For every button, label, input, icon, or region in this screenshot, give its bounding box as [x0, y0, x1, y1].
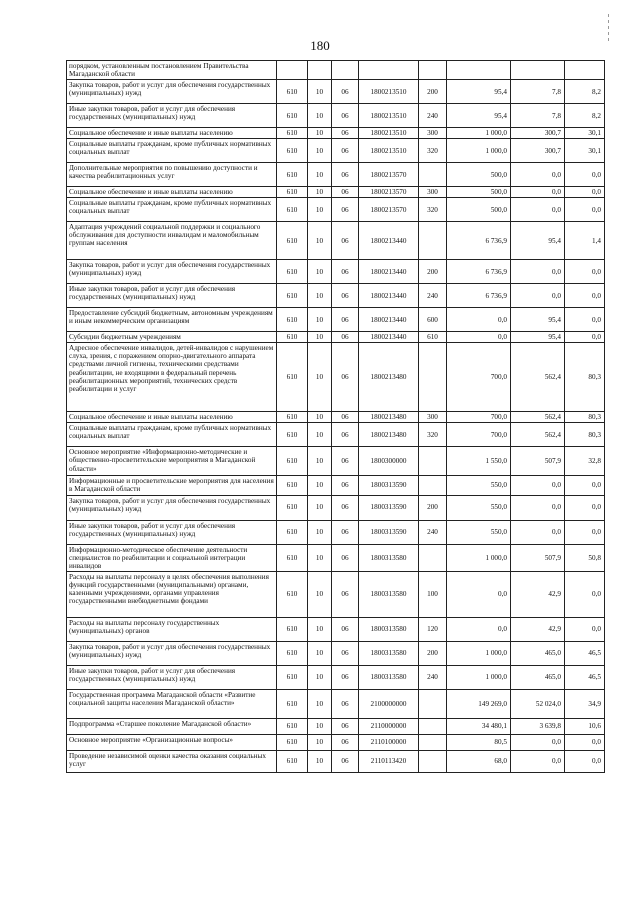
percent-cell: 0,0	[565, 750, 605, 772]
row-name-cell: Социальные выплаты гражданам, кроме публичных нормативных социальных выплат	[67, 198, 277, 222]
subsection-cell: 06	[332, 139, 359, 163]
expense-type-cell: 600	[419, 308, 447, 332]
percent-cell: 32,8	[565, 447, 605, 476]
row-name-cell: Закупка товаров, работ и услуг для обеспечения государственных (муниципальных) нужд	[67, 641, 277, 665]
expense-type-cell	[419, 447, 447, 476]
actual-amount-cell: 0,0	[511, 163, 565, 187]
target-article-cell: 1800313590	[359, 520, 419, 544]
admin-code-cell: 610	[277, 308, 308, 332]
plan-amount-cell: 149 269,0	[447, 689, 511, 718]
actual-amount-cell: 0,0	[511, 284, 565, 308]
target-article-cell: 1800213510	[359, 104, 419, 128]
section-cell: 10	[308, 187, 332, 198]
actual-amount-cell: 52 024,0	[511, 689, 565, 718]
row-name-cell: Субсидии бюджетным учреждениям	[67, 332, 277, 343]
table-row	[67, 718, 605, 734]
actual-amount-cell: 300,7	[511, 128, 565, 139]
plan-amount-cell: 1 000,0	[447, 665, 511, 689]
expense-type-cell: 200	[419, 80, 447, 104]
subsection-cell: 06	[332, 617, 359, 641]
table-row	[67, 689, 605, 718]
target-article-cell: 1800213480	[359, 423, 419, 447]
actual-amount-cell: 0,0	[511, 476, 565, 495]
table-row	[67, 163, 605, 187]
section-cell: 10	[308, 139, 332, 163]
target-article-cell: 1800313590	[359, 476, 419, 495]
row-name-cell: Дополнительные мероприятия по повышению доступности и качества реабилитационных услуг	[67, 163, 277, 187]
subsection-cell: 06	[332, 104, 359, 128]
plan-amount-cell: 1 000,0	[447, 544, 511, 571]
expense-type-cell	[419, 734, 447, 750]
table-row	[67, 260, 605, 284]
admin-code-cell: 610	[277, 222, 308, 260]
expense-type-cell	[419, 343, 447, 412]
plan-amount-cell: 1 000,0	[447, 139, 511, 163]
target-article-cell	[359, 61, 419, 80]
admin-code-cell: 610	[277, 617, 308, 641]
percent-cell: 0,0	[565, 734, 605, 750]
admin-code-cell: 610	[277, 718, 308, 734]
percent-cell: 80,3	[565, 423, 605, 447]
percent-cell: 0,0	[565, 495, 605, 520]
admin-code-cell: 610	[277, 689, 308, 718]
row-name-cell: Адресное обеспечение инвалидов, детей-инвалидов с нарушением слуха, зрения, с поражением опорно-двигательного аппарата средствами личной гигиены, техническими средствами реабилитации, не входящими в федеральный перечень реабилитационных мероприятий, технических средств реабилитации и услуг	[67, 343, 277, 412]
subsection-cell: 06	[332, 260, 359, 284]
plan-amount-cell: 500,0	[447, 198, 511, 222]
plan-amount-cell: 1 550,0	[447, 447, 511, 476]
table-row	[67, 423, 605, 447]
table-row	[67, 139, 605, 163]
actual-amount-cell: 42,9	[511, 571, 565, 617]
section-cell: 10	[308, 332, 332, 343]
plan-amount-cell: 700,0	[447, 423, 511, 447]
admin-code-cell: 610	[277, 163, 308, 187]
section-cell: 10	[308, 423, 332, 447]
target-article-cell: 1800213510	[359, 80, 419, 104]
table-row	[67, 198, 605, 222]
table-row	[67, 617, 605, 641]
target-article-cell: 1800213480	[359, 343, 419, 412]
section-cell: 10	[308, 476, 332, 495]
admin-code-cell: 610	[277, 284, 308, 308]
admin-code-cell: 610	[277, 734, 308, 750]
row-name-cell: Адаптация учреждений социальной поддержки и социального обслуживания для доступности инвалидам и маломобильным группам населения	[67, 222, 277, 260]
admin-code-cell: 610	[277, 476, 308, 495]
subsection-cell: 06	[332, 750, 359, 772]
section-cell: 10	[308, 718, 332, 734]
plan-amount-cell: 700,0	[447, 412, 511, 423]
plan-amount-cell: 34 480,1	[447, 718, 511, 734]
target-article-cell: 1800313580	[359, 665, 419, 689]
actual-amount-cell: 0,0	[511, 187, 565, 198]
section-cell: 10	[308, 198, 332, 222]
actual-amount-cell: 465,0	[511, 665, 565, 689]
percent-cell: 30,1	[565, 128, 605, 139]
percent-cell: 0,0	[565, 284, 605, 308]
percent-cell: 0,0	[565, 198, 605, 222]
plan-amount-cell: 700,0	[447, 343, 511, 412]
admin-code-cell: 610	[277, 641, 308, 665]
percent-cell: 30,1	[565, 139, 605, 163]
section-cell: 10	[308, 447, 332, 476]
actual-amount-cell: 507,9	[511, 447, 565, 476]
plan-amount-cell: 0,0	[447, 617, 511, 641]
table-row	[67, 104, 605, 128]
subsection-cell: 06	[332, 412, 359, 423]
subsection-cell: 06	[332, 665, 359, 689]
subsection-cell: 06	[332, 128, 359, 139]
target-article-cell: 1800313580	[359, 617, 419, 641]
actual-amount-cell: 0,0	[511, 260, 565, 284]
expense-type-cell: 240	[419, 520, 447, 544]
plan-amount-cell: 0,0	[447, 332, 511, 343]
admin-code-cell: 610	[277, 128, 308, 139]
table-row	[67, 750, 605, 772]
expense-type-cell	[419, 750, 447, 772]
admin-code-cell: 610	[277, 80, 308, 104]
expense-type-cell	[419, 163, 447, 187]
table-row	[67, 447, 605, 476]
target-article-cell: 1800213480	[359, 412, 419, 423]
section-cell	[308, 61, 332, 80]
plan-amount-cell: 500,0	[447, 163, 511, 187]
row-name-cell: Закупка товаров, работ и услуг для обеспечения государственных (муниципальных) нужд	[67, 80, 277, 104]
expense-type-cell: 240	[419, 665, 447, 689]
section-cell: 10	[308, 284, 332, 308]
expense-type-cell	[419, 476, 447, 495]
plan-amount-cell: 95,4	[447, 104, 511, 128]
expense-type-cell: 300	[419, 128, 447, 139]
expense-type-cell	[419, 689, 447, 718]
row-name-cell: Расходы на выплаты персоналу государственных (муниципальных) органов	[67, 617, 277, 641]
target-article-cell: 1800300000	[359, 447, 419, 476]
subsection-cell: 06	[332, 163, 359, 187]
percent-cell: 10,6	[565, 718, 605, 734]
percent-cell: 0,0	[565, 571, 605, 617]
subsection-cell: 06	[332, 520, 359, 544]
target-article-cell: 2110100000	[359, 734, 419, 750]
expense-type-cell: 320	[419, 198, 447, 222]
percent-cell: 80,3	[565, 343, 605, 412]
expense-type-cell: 300	[419, 187, 447, 198]
expense-type-cell: 300	[419, 412, 447, 423]
section-cell: 10	[308, 80, 332, 104]
row-name-cell: Закупка товаров, работ и услуг для обеспечения государственных (муниципальных) нужд	[67, 495, 277, 520]
actual-amount-cell: 0,0	[511, 750, 565, 772]
percent-cell: 1,4	[565, 222, 605, 260]
table-row	[67, 308, 605, 332]
expense-type-cell: 100	[419, 571, 447, 617]
expense-type-cell	[419, 222, 447, 260]
admin-code-cell: 610	[277, 104, 308, 128]
target-article-cell: 1800213570	[359, 187, 419, 198]
plan-amount-cell: 550,0	[447, 476, 511, 495]
admin-code-cell: 610	[277, 260, 308, 284]
actual-amount-cell: 0,0	[511, 495, 565, 520]
subsection-cell: 06	[332, 222, 359, 260]
admin-code-cell: 610	[277, 198, 308, 222]
row-name-cell: Основное мероприятие «Организационные вопросы»	[67, 734, 277, 750]
table-row	[67, 734, 605, 750]
actual-amount-cell: 507,9	[511, 544, 565, 571]
percent-cell: 0,0	[565, 520, 605, 544]
admin-code-cell: 610	[277, 412, 308, 423]
plan-amount-cell: 550,0	[447, 495, 511, 520]
admin-code-cell: 610	[277, 544, 308, 571]
table-row	[67, 128, 605, 139]
subsection-cell: 06	[332, 198, 359, 222]
table-row	[67, 544, 605, 571]
row-name-cell: Расходы на выплаты персоналу в целях обеспечения выполнения функций государственными (муниципальными) органами, казенными учреждениями, органами управления государственными внебюджетными фондами	[67, 571, 277, 617]
admin-code-cell: 610	[277, 139, 308, 163]
plan-amount-cell: 80,5	[447, 734, 511, 750]
table-row	[67, 571, 605, 617]
section-cell: 10	[308, 412, 332, 423]
expense-type-cell	[419, 61, 447, 80]
section-cell: 10	[308, 104, 332, 128]
expense-type-cell: 120	[419, 617, 447, 641]
target-article-cell: 1800213510	[359, 139, 419, 163]
row-name-cell: Информационные и просветительские мероприятия для населения в Магаданской области	[67, 476, 277, 495]
row-name-cell: Предоставление субсидий бюджетным, автономным учреждениям и иным некоммерческим организациям	[67, 308, 277, 332]
admin-code-cell: 610	[277, 187, 308, 198]
admin-code-cell: 610	[277, 750, 308, 772]
expense-type-cell: 200	[419, 260, 447, 284]
section-cell: 10	[308, 128, 332, 139]
section-cell: 10	[308, 617, 332, 641]
section-cell: 10	[308, 544, 332, 571]
target-article-cell: 1800313580	[359, 571, 419, 617]
section-cell: 10	[308, 495, 332, 520]
admin-code-cell: 610	[277, 343, 308, 412]
percent-cell	[565, 61, 605, 80]
subsection-cell: 06	[332, 476, 359, 495]
percent-cell: 46,5	[565, 641, 605, 665]
percent-cell: 0,0	[565, 332, 605, 343]
percent-cell: 8,2	[565, 104, 605, 128]
plan-amount-cell: 6 736,9	[447, 260, 511, 284]
actual-amount-cell: 0,0	[511, 198, 565, 222]
target-article-cell: 1800213570	[359, 163, 419, 187]
target-article-cell: 1800313580	[359, 641, 419, 665]
subsection-cell: 06	[332, 423, 359, 447]
table-row	[67, 412, 605, 423]
subsection-cell: 06	[332, 718, 359, 734]
page-number: 180	[310, 38, 330, 53]
subsection-cell	[332, 61, 359, 80]
percent-cell: 0,0	[565, 187, 605, 198]
section-cell: 10	[308, 571, 332, 617]
plan-amount-cell: 0,0	[447, 571, 511, 617]
actual-amount-cell: 562,4	[511, 343, 565, 412]
section-cell: 10	[308, 222, 332, 260]
actual-amount-cell: 562,4	[511, 412, 565, 423]
plan-amount-cell: 1 000,0	[447, 641, 511, 665]
actual-amount-cell: 95,4	[511, 308, 565, 332]
row-name-cell: Проведение независимой оценки качества оказания социальных услуг	[67, 750, 277, 772]
target-article-cell: 1800313580	[359, 544, 419, 571]
section-cell: 10	[308, 734, 332, 750]
percent-cell: 0,0	[565, 617, 605, 641]
target-article-cell: 1800313590	[359, 495, 419, 520]
admin-code-cell: 610	[277, 423, 308, 447]
section-cell: 10	[308, 343, 332, 412]
admin-code-cell	[277, 61, 308, 80]
subsection-cell: 06	[332, 544, 359, 571]
admin-code-cell: 610	[277, 332, 308, 343]
table-row	[67, 495, 605, 520]
actual-amount-cell: 42,9	[511, 617, 565, 641]
actual-amount-cell	[511, 61, 565, 80]
row-name-cell: Закупка товаров, работ и услуг для обеспечения государственных (муниципальных) нужд	[67, 260, 277, 284]
table-row	[67, 187, 605, 198]
percent-cell: 0,0	[565, 476, 605, 495]
admin-code-cell: 610	[277, 447, 308, 476]
subsection-cell: 06	[332, 495, 359, 520]
row-name-cell: Подпрограмма «Старшее поколение Магаданской области»	[67, 718, 277, 734]
percent-cell: 80,3	[565, 412, 605, 423]
admin-code-cell: 610	[277, 665, 308, 689]
section-cell: 10	[308, 163, 332, 187]
table-row	[67, 80, 605, 104]
plan-amount-cell	[447, 61, 511, 80]
target-article-cell: 2110000000	[359, 718, 419, 734]
plan-amount-cell: 1 000,0	[447, 128, 511, 139]
target-article-cell: 2100000000	[359, 689, 419, 718]
target-article-cell: 1800213440	[359, 222, 419, 260]
subsection-cell: 06	[332, 187, 359, 198]
budget-table	[66, 60, 605, 773]
subsection-cell: 06	[332, 571, 359, 617]
expense-type-cell: 320	[419, 423, 447, 447]
actual-amount-cell: 3 639,8	[511, 718, 565, 734]
actual-amount-cell: 7,8	[511, 104, 565, 128]
plan-amount-cell: 6 736,9	[447, 222, 511, 260]
row-name-cell: Социальное обеспечение и иные выплаты населению	[67, 128, 277, 139]
subsection-cell: 06	[332, 332, 359, 343]
subsection-cell: 06	[332, 308, 359, 332]
expense-type-cell	[419, 544, 447, 571]
subsection-cell: 06	[332, 343, 359, 412]
percent-cell: 0,0	[565, 260, 605, 284]
subsection-cell: 06	[332, 734, 359, 750]
percent-cell: 0,0	[565, 163, 605, 187]
table-row	[67, 61, 605, 80]
expense-type-cell: 240	[419, 284, 447, 308]
percent-cell: 50,8	[565, 544, 605, 571]
subsection-cell: 06	[332, 80, 359, 104]
target-article-cell: 1800213440	[359, 260, 419, 284]
row-name-cell: Иные закупки товаров, работ и услуг для обеспечения государственных (муниципальных) нужд	[67, 520, 277, 544]
plan-amount-cell: 68,0	[447, 750, 511, 772]
section-cell: 10	[308, 665, 332, 689]
actual-amount-cell: 465,0	[511, 641, 565, 665]
admin-code-cell: 610	[277, 520, 308, 544]
row-name-cell: Иные закупки товаров, работ и услуг для обеспечения государственных (муниципальных) нужд	[67, 665, 277, 689]
admin-code-cell: 610	[277, 571, 308, 617]
expense-type-cell: 200	[419, 495, 447, 520]
row-name-cell: Иные закупки товаров, работ и услуг для обеспечения государственных (муниципальных) нужд	[67, 284, 277, 308]
percent-cell: 8,2	[565, 80, 605, 104]
expense-type-cell	[419, 718, 447, 734]
scan-artifact-marks	[604, 14, 612, 50]
table-row	[67, 343, 605, 412]
target-article-cell: 1800213440	[359, 284, 419, 308]
budget-table-body	[67, 61, 605, 773]
table-row	[67, 665, 605, 689]
row-name-cell: Государственная программа Магаданской области «Развитие социальной защиты населения Магаданской области»	[67, 689, 277, 718]
target-article-cell: 1800213510	[359, 128, 419, 139]
table-row	[67, 222, 605, 260]
plan-amount-cell: 500,0	[447, 187, 511, 198]
expense-type-cell: 200	[419, 641, 447, 665]
section-cell: 10	[308, 750, 332, 772]
expense-type-cell: 320	[419, 139, 447, 163]
plan-amount-cell: 6 736,9	[447, 284, 511, 308]
row-name-cell: Иные закупки товаров, работ и услуг для обеспечения государственных (муниципальных) нужд	[67, 104, 277, 128]
target-article-cell: 1800213440	[359, 332, 419, 343]
percent-cell: 46,5	[565, 665, 605, 689]
percent-cell: 0,0	[565, 308, 605, 332]
target-article-cell: 1800213570	[359, 198, 419, 222]
actual-amount-cell: 300,7	[511, 139, 565, 163]
actual-amount-cell: 0,0	[511, 520, 565, 544]
row-name-cell: Информационно-методическое обеспечение деятельности специалистов по реабилитации и социальной интеграции инвалидов	[67, 544, 277, 571]
actual-amount-cell: 562,4	[511, 423, 565, 447]
subsection-cell: 06	[332, 689, 359, 718]
section-cell: 10	[308, 260, 332, 284]
expense-type-cell: 240	[419, 104, 447, 128]
target-article-cell: 2110113420	[359, 750, 419, 772]
table-row	[67, 332, 605, 343]
row-name-cell: порядком, установленным постановлением Правительства Магаданской области	[67, 61, 277, 80]
actual-amount-cell: 7,8	[511, 80, 565, 104]
subsection-cell: 06	[332, 284, 359, 308]
target-article-cell: 1800213440	[359, 308, 419, 332]
section-cell: 10	[308, 520, 332, 544]
row-name-cell: Основное мероприятие «Информационно-методические и общественно-просветительские мероприятия в Магаданской области»	[67, 447, 277, 476]
plan-amount-cell: 95,4	[447, 80, 511, 104]
table-row	[67, 284, 605, 308]
section-cell: 10	[308, 641, 332, 665]
actual-amount-cell: 0,0	[511, 734, 565, 750]
actual-amount-cell: 95,4	[511, 222, 565, 260]
section-cell: 10	[308, 689, 332, 718]
plan-amount-cell: 550,0	[447, 520, 511, 544]
table-row	[67, 476, 605, 495]
admin-code-cell: 610	[277, 495, 308, 520]
row-name-cell: Социальные выплаты гражданам, кроме публичных нормативных социальных выплат	[67, 423, 277, 447]
table-row	[67, 520, 605, 544]
percent-cell: 34,9	[565, 689, 605, 718]
expense-type-cell: 610	[419, 332, 447, 343]
row-name-cell: Социальные выплаты гражданам, кроме публичных нормативных социальных выплат	[67, 139, 277, 163]
row-name-cell: Социальное обеспечение и иные выплаты населению	[67, 187, 277, 198]
actual-amount-cell: 95,4	[511, 332, 565, 343]
row-name-cell: Социальное обеспечение и иные выплаты населению	[67, 412, 277, 423]
subsection-cell: 06	[332, 641, 359, 665]
plan-amount-cell: 0,0	[447, 308, 511, 332]
section-cell: 10	[308, 308, 332, 332]
subsection-cell: 06	[332, 447, 359, 476]
table-row	[67, 641, 605, 665]
